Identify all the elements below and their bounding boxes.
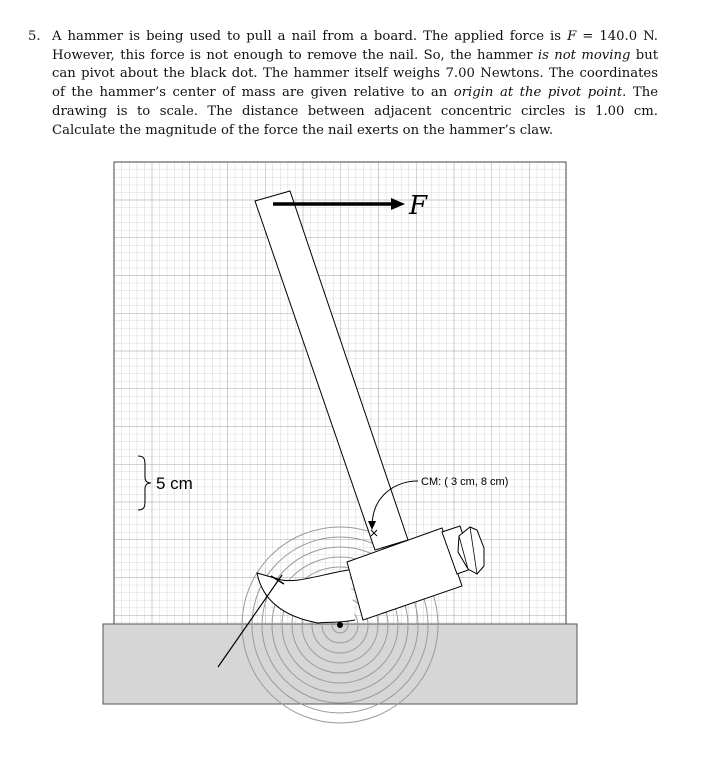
- emphasis-origin-at-pivot: origin at the pivot point.: [453, 85, 627, 101]
- problem-text-part-4: The drawing is to scale. The distance between adjacent concentric circles is 1.00 cm. Calculate the magnitude of the force the nail exerts on the hammer’s claw.: [52, 85, 658, 138]
- problem-text-part-1: A hammer is being used to pull a nail from a board. The applied force is: [52, 29, 568, 44]
- problem-number: 5.: [28, 29, 41, 44]
- scale-label: 5 cm: [156, 474, 193, 493]
- emphasis-not-moving: is not moving: [537, 47, 631, 63]
- cm-label: CM: ( 3 cm, 8 cm): [421, 476, 509, 488]
- problem-text-part-3: but can pivot about the black dot. The hammer itself weighs 7.00 Newtons. The coordinates of the hammer’s center of mass are given relative to an: [52, 47, 658, 101]
- force-symbol-inline: F: [567, 29, 577, 44]
- force-label: F: [409, 191, 428, 221]
- force-value: = 140.0 N.: [576, 29, 659, 44]
- pivot-point: [337, 622, 343, 628]
- board: [103, 624, 577, 704]
- problem-text-part-2: However, this force is not enough to remove the nail. So, the hammer: [52, 47, 538, 63]
